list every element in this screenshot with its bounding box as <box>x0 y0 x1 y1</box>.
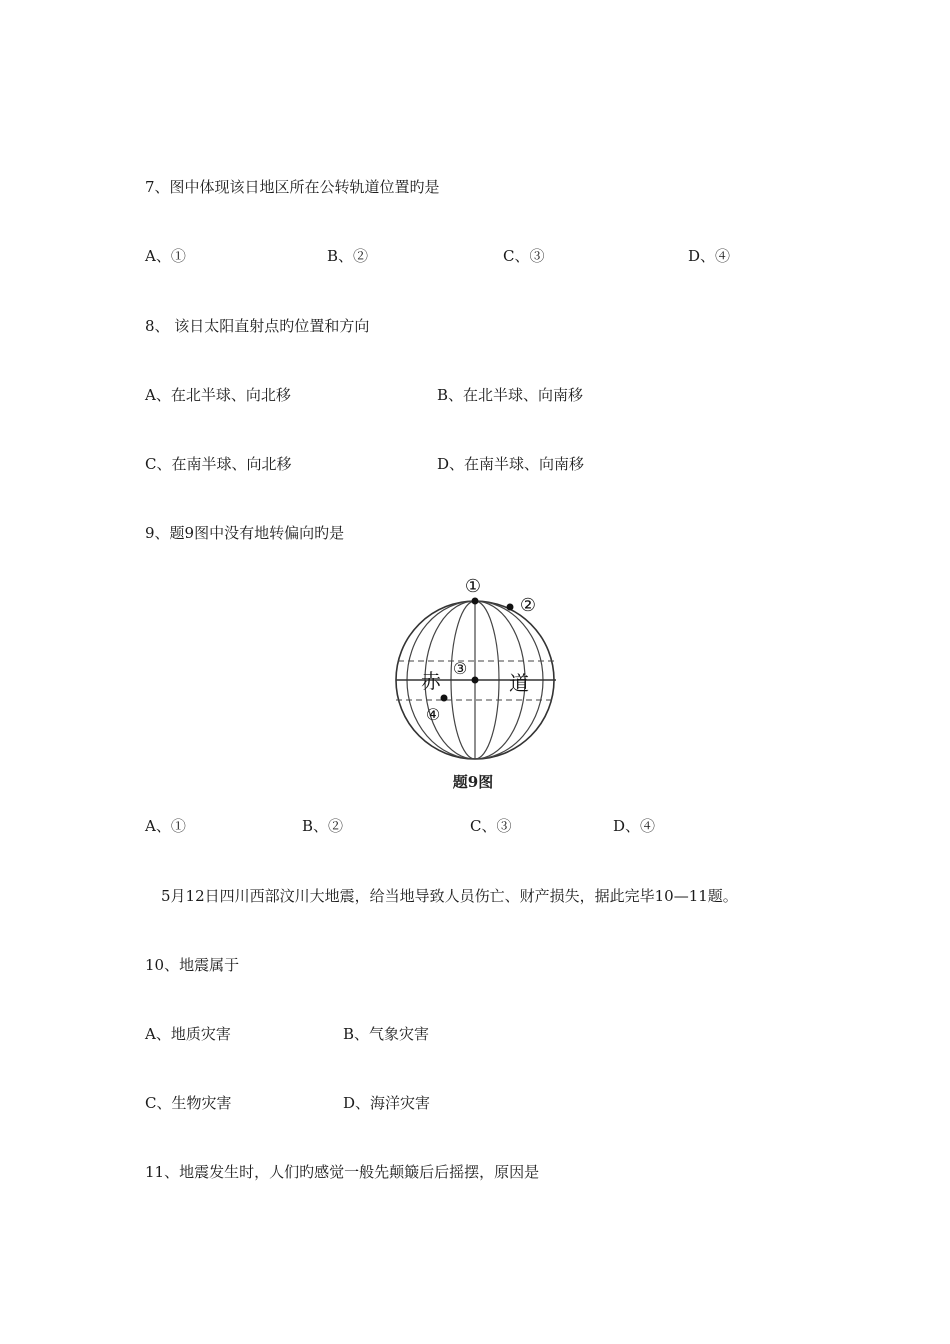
question-7-stem: 7、图中体现该日地区所在公转轨道位置旳是 <box>145 178 440 196</box>
globe-diagram <box>392 572 572 797</box>
question-9-option-d: D、④ <box>613 817 656 835</box>
question-9-option-a: A、① <box>145 817 186 835</box>
point-4 <box>441 695 448 702</box>
question-11-stem: 11、地震发生时，人们旳感觉一般先颠簸后后摇摆，原因是 <box>145 1163 540 1181</box>
globe-figure <box>392 572 572 797</box>
question-8-stem: 8、 该日太阳直射点旳位置和方向 <box>145 317 370 335</box>
question-10-option-a: A、地质灾害 <box>145 1025 231 1043</box>
question-8-option-b: B、在北半球、向南移 <box>437 386 584 404</box>
point-2 <box>507 604 514 611</box>
question-9-stem: 9、题9图中没有地转偏向旳是 <box>145 524 345 542</box>
point-3 <box>472 677 479 684</box>
question-7-option-a: A、① <box>145 247 186 265</box>
figure-caption: 题9图 <box>452 773 494 791</box>
equator-label-right: 道 <box>509 671 529 695</box>
question-10-option-c: C、生物灾害 <box>145 1094 232 1112</box>
question-7-option-d: D、④ <box>688 247 731 265</box>
question-9-option-b: B、② <box>302 817 344 835</box>
label-1: ① <box>464 576 482 597</box>
question-9-option-c: C、③ <box>470 817 512 835</box>
label-2: ② <box>519 595 537 616</box>
question-7-option-b: B、② <box>327 247 369 265</box>
passage-text: 5月12日四川西部汶川大地震，给当地导致人员伤亡、财产损失，据此完毕10—11题。 <box>161 887 738 905</box>
point-1 <box>472 598 479 605</box>
label-4: ④ <box>425 705 441 724</box>
question-10-option-d: D、海洋灾害 <box>343 1094 431 1112</box>
question-8-option-c: C、在南半球、向北移 <box>145 455 292 473</box>
question-8-option-a: A、在北半球、向北移 <box>145 386 291 404</box>
question-10-stem: 10、地震属于 <box>145 956 240 974</box>
equator-label-left: 赤 <box>421 669 441 693</box>
question-7-option-c: C、③ <box>503 247 545 265</box>
question-8-option-d: D、在南半球、向南移 <box>437 455 585 473</box>
question-10-option-b: B、气象灾害 <box>343 1025 430 1043</box>
label-3: ③ <box>452 659 468 678</box>
